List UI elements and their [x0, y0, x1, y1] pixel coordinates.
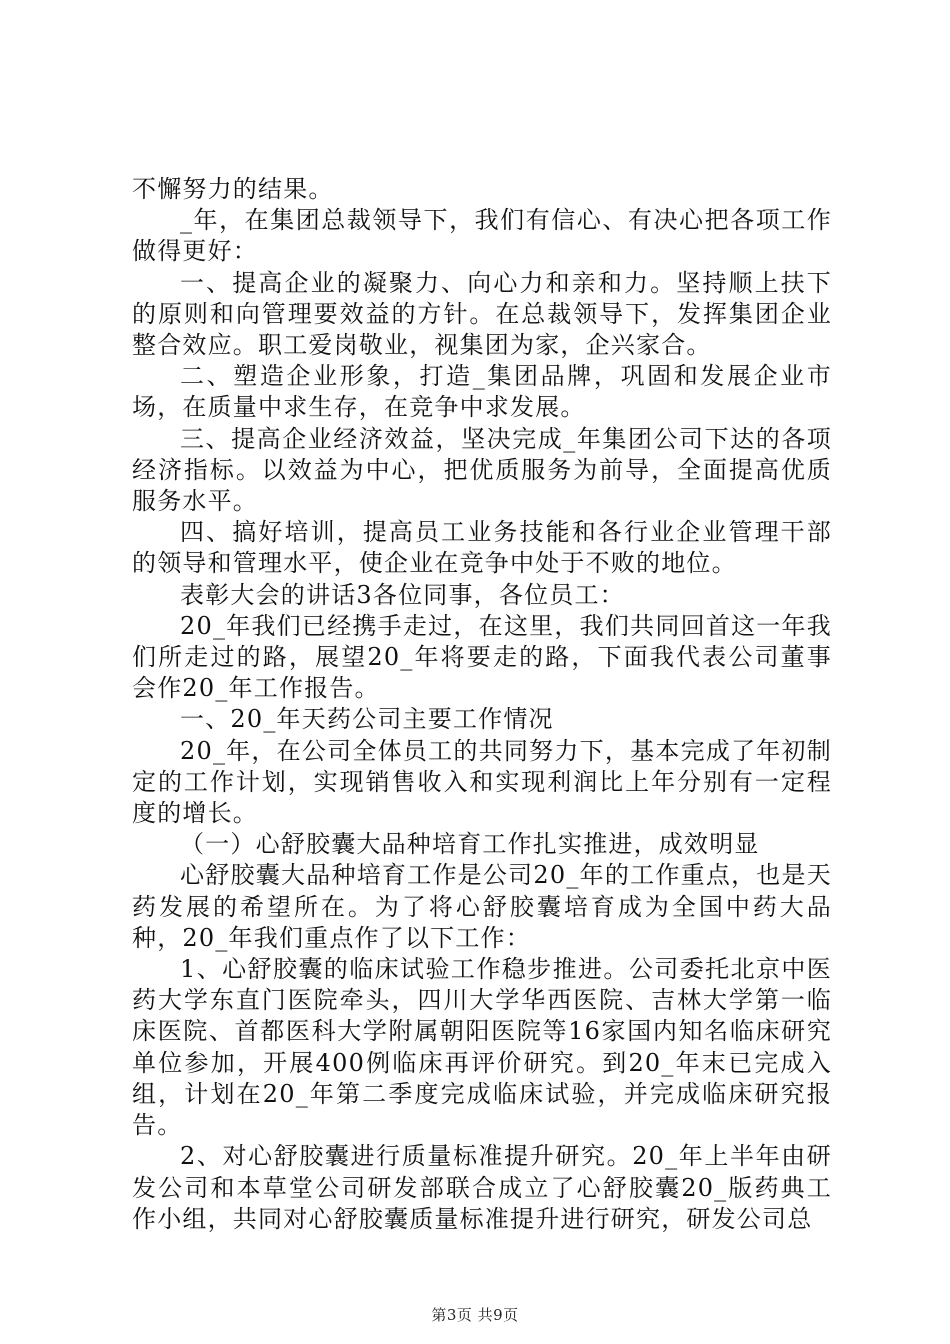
subsection-heading: （一）心舒胶囊大品种培育工作扎实推进，成效明显 [180, 830, 760, 859]
page-number-footer: 第3页 共9页 [431, 1306, 519, 1324]
paragraph: 20_年，在公司全体员工的共同努力下，基本完成了年初制定的工作计划，实现销售收入和实现利润比上年分别有一定程度的增长。 [132, 736, 832, 828]
paragraph: 1、心舒胶囊的临床试验工作稳步推进。公司委托北京中医药大学东直门医院牵头，四川大学华西医院、吉林大学第一临床医院、首都医科大学附属朝阳医院等16家国内知名临床研究单位参加，开展400例临床再评价研究。到20_年末已完成入组，计划在20_年第二季度完成临床试验，并完成临床研究报告。 [132, 955, 832, 1140]
paragraph: 三、提高企业经济效益，坚决完成_年集团公司下达的各项经济指标。以效益为中心，把优质服务为前导，全面提高优质服务水平。 [132, 424, 832, 516]
paragraph: 不懈努力的结果。 [132, 175, 334, 203]
paragraph: 20_年我们已经携手走过，在这里，我们共同回首这一年我们所走过的路，展望20_年将要走的路，下面我代表公司董事会作20_年工作报告。 [132, 611, 832, 703]
paragraph: 四、搞好培训，提高员工业务技能和各行业企业管理干部的领导和管理水平，使企业在竞争中处于不败的地位。 [132, 518, 832, 578]
paragraph: 二、塑造企业形象，打造_集团品牌，巩固和发展企业市场，在质量中求生存，在竞争中求发展。 [132, 362, 832, 422]
paragraph: _年，在集团总裁领导下，我们有信心、有决心把各项工作做得更好： [132, 206, 832, 266]
paragraph: 表彰大会的讲话3各位同事，各位员工： [180, 580, 625, 609]
paragraph: 一、提高企业的凝聚力、向心力和亲和力。坚持顺上扶下的原则和向管理要效益的方针。在总裁领导下，发挥集团企业整合效应。职工爱岗敬业，视集团为家，企兴家合。 [132, 268, 832, 360]
section-heading: 一、20_年天药公司主要工作情况 [180, 705, 554, 734]
document-body [132, 174, 832, 1235]
paragraph: 心舒胶囊大品种培育工作是公司20_年的工作重点，也是天药发展的希望所在。为了将心舒胶囊培育成为全国中药大品种，20_年我们重点作了以下工作： [132, 861, 832, 952]
paragraph: 2、对心舒胶囊进行质量标准提升研究。20_年上半年由研发公司和本草堂公司研发部联合成立了心舒胶囊20_版药典工作小组，共同对心舒胶囊质量标准提升进行研究，研发公司总 [132, 1142, 832, 1233]
